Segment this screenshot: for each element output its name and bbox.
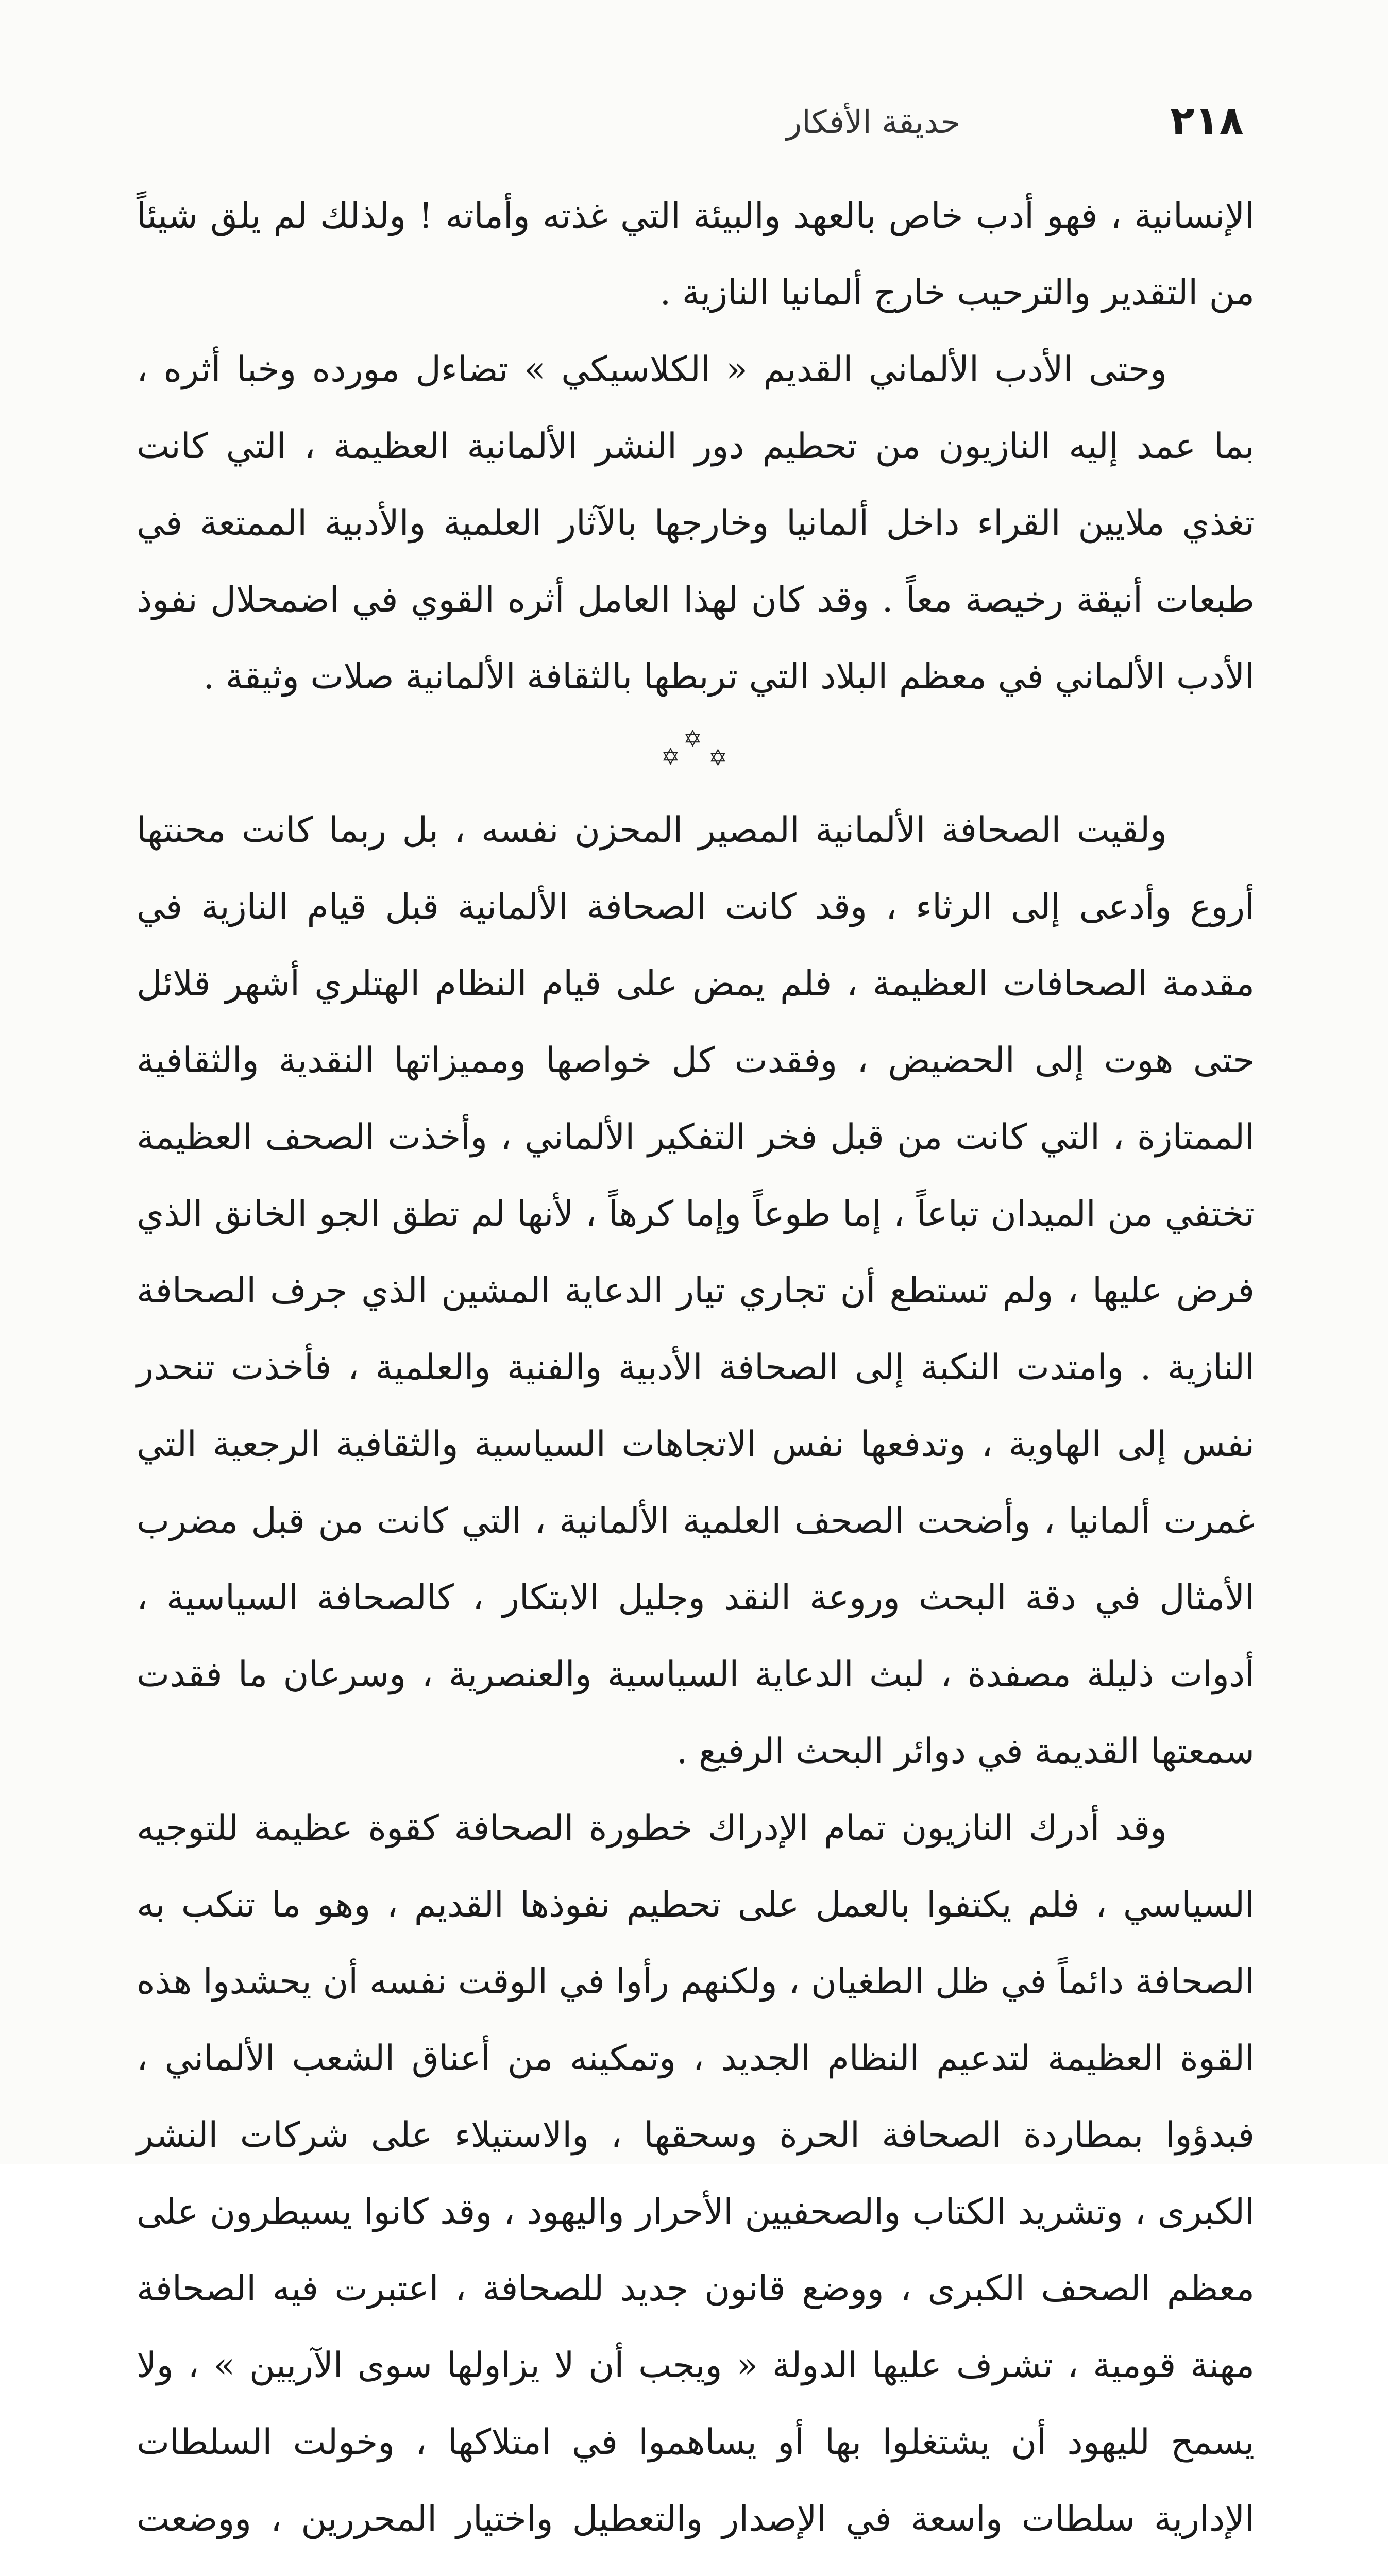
- page-number: ٢١٨: [1170, 98, 1244, 144]
- paragraph-2: وحتى الأدب الألماني القديم « الكلاسيكي » تضاءل مورده وخبا أثره ، بما عمد إليه النازيون من تحطيم دور النشر الألمانية العظيمة ، التي كانت تغذي ملايين القراء داخل ألمانيا وخارجها بالآثار العلمية والأدبية الممتعة في طبعات أنيقة رخيصة معاً . وقد كان لهذا العامل أثره القوي في اضمحلال نفوذ الأدب الألماني في معظم البلاد التي تربطها بالثقافة الألمانية صلات وثيقة .: [137, 349, 1255, 697]
- body-text: [137, 178, 1255, 2576]
- star-ornament-icon: ✡: [661, 744, 680, 770]
- star-ornament-icon: ✡: [683, 726, 702, 752]
- star-ornament-icon: ✡: [708, 745, 727, 771]
- paragraph-3: ولقيت الصحافة الألمانية المصير المحزن نفسه ، بل ربما كانت محنتها أروع وأدعى إلى الرثاء ، وقد كانت الصحافة الألمانية قبل قيام النازية في مقدمة الصحافات العظيمة ، فلم يمض على قيام النظام الهتلري أشهر قلائل حتى هوت إلى الحضيض ، وفقدت كل خواصها ومميزاتها النقدية والثقافية الممتازة ، التي كانت من قبل فخر التفكير الألماني ، وأخذت الصحف العظيمة تختفي من الميدان تباعاً ، إما طوعاً وإما كرهاً ، لأنها لم تطق الجو الخانق الذي فرض عليها ، ولم تستطع أن تجاري تيار الدعاية المشين الذي جرف الصحافة النازية . وامتدت النكبة إلى الصحافة الأدبية والفنية والعلمية ، فأخذت تنحدر نفس إلى الهاوية ، وتدفعها نفس الاتجاهات السياسية والثقافية الرجعية التي غمرت ألمانيا ، وأضحت الصحف العلمية الألمانية ، التي كانت من قبل مضرب الأمثال في دقة البحث وروعة النقد وجليل الابتكار ، كالصحافة السياسية ، أدوات ذليلة مصفدة ، لبث الدعاية السياسية والعنصرية ، وسرعان ما فقدت سمعتها القديمة في دوائر البحث الرفيع .: [137, 810, 1255, 1772]
- page-header: [144, 88, 1259, 165]
- section-separator: [137, 715, 1255, 792]
- paragraph-1: الإنسانية ، فهو أدب خاص بالعهد والبيئة التي غذته وأماته ! ولذلك لم يلق شيئاً من التقدير والترحيب خارج ألمانيا النازية .: [137, 196, 1255, 313]
- running-title: حديقة الأفكار: [786, 103, 960, 141]
- paragraph-4: وقد أدرك النازيون تمام الإدراك خطورة الصحافة كقوة عظيمة للتوجيه السياسي ، فلم يكتفوا بالعمل على تحطيم نفوذها القديم ، وهو ما تنكب به الصحافة دائماً في ظل الطغيان ، ولكنهم رأوا في الوقت نفسه أن يحشدوا هذه القوة العظيمة لتدعيم النظام الجديد ، وتمكينه من أعناق الشعب الألماني ، فبدؤوا بمطاردة الصحافة الحرة وسحقها ، والاستيلاء على شركات النشر الكبرى ، وتشريد الكتاب والصحفيين الأحرار واليهود ، وقد كانوا يسيطرون على معظم الصحف الكبرى ، ووضع قانون جديد للصحافة ، اعتبرت فيه الصحافة مهنة قومية ، تشرف عليها الدولة « ويجب أن لا يزاولها سوى الآريين » ، ولا يسمح لليهود أن يشتغلوا بها أو يساهموا في امتلاكها ، وخولت السلطات الإدارية سلطات واسعة في الإصدار والتعطيل واختيار المحررين ، ووضعت: [137, 1808, 1255, 2539]
